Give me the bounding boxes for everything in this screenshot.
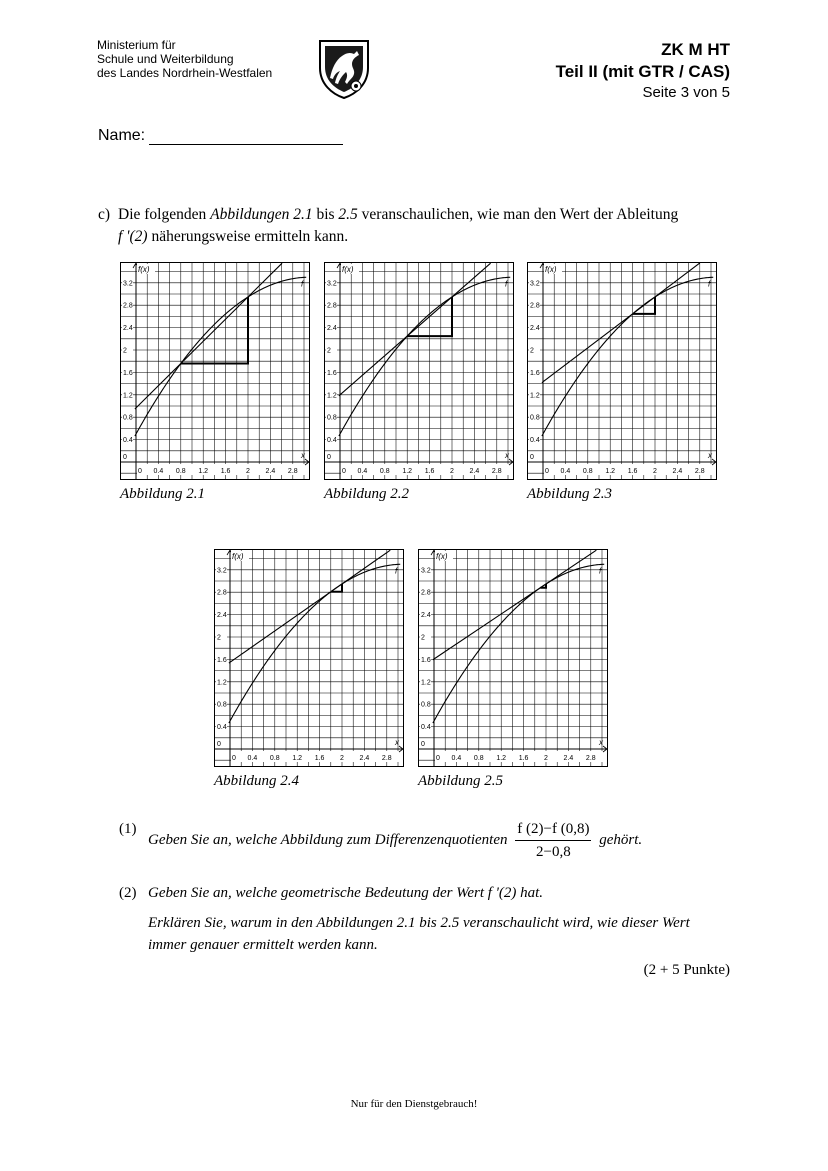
exam-part: Teil II (mit GTR / CAS) [555,62,730,81]
derivative-term: f '(2) [118,228,148,245]
x-axis-label: x [599,738,603,747]
x-tick-label: 2.8 [491,468,502,475]
x-tick-label: 2 [544,755,548,762]
y-tick-label: 2 [530,347,534,355]
y-tick-label: 0.8 [327,414,337,422]
y-tick-label: 2.8 [530,302,540,310]
x-tick-label: 2.8 [287,468,298,475]
y-tick-label: 3.2 [421,567,431,575]
task-text: bis [312,206,339,223]
x-axis-label: x [395,738,399,747]
x-tick-label: 2.4 [469,468,480,475]
y-tick-label: 0 [123,454,127,461]
x-tick-label: 0.4 [451,755,462,762]
y-tick-label: 2.4 [530,325,540,333]
x-tick-label: 2.8 [381,755,392,762]
question-1 [119,818,642,863]
fraction-denominator: 2−0,8 [536,844,571,860]
y-tick-label: 2 [327,347,331,355]
y-tick-label: 0.4 [217,724,227,732]
x-tick-label: 1.2 [605,468,616,475]
x-tick-label: 2.4 [563,755,574,762]
y-tick-label: 0.8 [217,701,227,709]
x-tick-label: 0.8 [175,468,186,475]
x-tick-label: 0.4 [153,468,164,475]
y-tick-label: 3.2 [327,280,337,288]
curve-label: f [505,279,508,289]
ministry-name [97,38,272,80]
y-tick-label: 1.6 [530,369,540,377]
task-c [98,204,734,248]
x-tick-label: 0 [232,755,236,762]
x-axis-label: x [505,451,509,460]
x-tick-label: 2 [246,468,250,475]
exam-code: ZK M HT [661,40,730,59]
y-tick-label: 1.6 [327,369,337,377]
y-tick-label: 3.2 [123,280,133,288]
figure-2-4 [214,549,404,767]
x-tick-label: 2 [340,755,344,762]
name-field [98,127,343,145]
ministry-line: des Landes Nordrhein-Westfalen [97,66,273,80]
figure-caption: Abbildung 2.5 [418,773,503,789]
x-tick-label: 0.4 [247,755,258,762]
y-tick-label: 2.8 [421,589,431,597]
x-tick-label: 2.4 [672,468,683,475]
y-tick-label: 2.8 [123,302,133,310]
y-axis-label: f(x) [342,265,354,274]
x-tick-label: 1.2 [292,755,303,762]
plot-frame [215,550,404,767]
x-tick-label: 2 [653,468,657,475]
x-tick-label: 0 [545,468,549,475]
y-tick-label: 1.6 [123,369,133,377]
y-tick-label: 0.4 [327,437,337,445]
y-tick-label: 2 [421,634,425,642]
x-tick-label: 1.2 [496,755,507,762]
x-tick-label: 1.6 [424,468,435,475]
figure-caption: Abbildung 2.2 [324,486,409,502]
question-number: (1) [119,821,137,837]
y-tick-label: 0 [421,741,425,748]
y-tick-label: 2 [123,347,127,355]
y-axis-label: f(x) [138,265,150,274]
question-text: gehört. [599,831,643,848]
question-text: Erklären Sie, warum in den Abbildungen 2.1 bis 2.5 veranschaulicht wird, wie dieser Wert immer genauer ermittelt werden kann. [148,915,690,953]
y-tick-label: 1.6 [217,656,227,664]
x-tick-label: 2.8 [694,468,705,475]
x-tick-label: 0.4 [560,468,571,475]
x-tick-label: 1.6 [314,755,325,762]
x-tick-label: 0.8 [379,468,390,475]
curve-label: f [708,279,711,289]
figure-reference: 2.5 [338,206,358,223]
x-tick-label: 1.2 [198,468,209,475]
y-tick-label: 0.4 [530,437,540,445]
derivative-term: f '(2) [487,885,517,901]
figure-2-1 [120,262,310,480]
y-tick-label: 1.2 [327,392,337,400]
x-tick-label: 0.8 [473,755,484,762]
name-label: Name: [98,127,146,144]
figure-2-2 [324,262,514,480]
curve-label: f [301,279,304,289]
x-tick-label: 1.6 [220,468,231,475]
y-tick-label: 2.4 [123,325,133,333]
y-tick-label: 1.2 [530,392,540,400]
y-tick-label: 0.8 [421,701,431,709]
x-tick-label: 0.8 [582,468,593,475]
question-text: hat. [520,885,544,901]
y-tick-label: 2.8 [327,302,337,310]
x-tick-label: 0 [342,468,346,475]
x-tick-label: 2.8 [585,755,596,762]
y-tick-label: 0 [217,741,221,748]
x-tick-label: 0.8 [269,755,280,762]
y-tick-label: 2.4 [421,612,431,620]
plot-frame [528,263,717,480]
difference-quotient [515,818,591,863]
x-tick-label: 2 [450,468,454,475]
figure-caption: Abbildung 2.3 [527,486,612,502]
task-text: Die folgenden [118,206,211,223]
ministry-line: Schule und Weiterbildung [97,52,234,66]
question-text: Geben Sie an, welche Abbildung zum Differenzenquotienten [148,831,508,848]
x-tick-label: 1.6 [518,755,529,762]
y-tick-label: 0.4 [421,724,431,732]
task-text: näherungsweise ermitteln kann. [147,228,349,245]
x-axis-label: x [301,451,305,460]
footer-note: Nur für den Dienstgebrauch! [350,1098,478,1110]
name-blank-line[interactable] [149,129,343,145]
x-tick-label: 2.4 [265,468,276,475]
y-tick-label: 1.2 [421,679,431,687]
y-tick-label: 3.2 [530,280,540,288]
y-tick-label: 3.2 [217,567,227,575]
y-axis-label: f(x) [232,552,244,561]
y-tick-label: 2.4 [327,325,337,333]
question-2 [119,882,731,956]
x-tick-label: 1.2 [402,468,413,475]
y-tick-label: 1.6 [421,656,431,664]
question-text: Geben Sie an, welche geometrische Bedeutung der Wert [148,885,485,901]
x-tick-label: 1.6 [627,468,638,475]
y-tick-label: 1.2 [123,392,133,400]
x-axis-label: x [708,451,712,460]
figure-2-5 [418,549,608,767]
y-tick-label: 2 [217,634,221,642]
task-label: c) [98,206,111,223]
figure-2-3 [527,262,717,480]
x-tick-label: 0 [138,468,142,475]
y-tick-label: 1.2 [217,679,227,687]
y-tick-label: 0 [530,454,534,461]
task-text: veranschaulichen, wie man den Wert der Ableitung [357,206,679,223]
figure-reference: Abbildungen 2.1 [210,206,313,223]
y-tick-label: 2.8 [217,589,227,597]
page-info: Seite 3 von 5 [642,84,730,101]
y-tick-label: 0.8 [530,414,540,422]
exam-header [556,39,730,103]
plot-frame [121,263,310,480]
ministry-line: Ministerium für [97,38,176,52]
y-tick-label: 0 [327,454,331,461]
y-tick-label: 0.4 [123,437,133,445]
question-number: (2) [119,885,137,901]
x-tick-label: 2.4 [359,755,370,762]
y-tick-label: 0.8 [123,414,133,422]
curve-label: f [599,566,602,576]
points-label: (2 + 5 Punkte) [643,962,730,978]
y-axis-label: f(x) [545,265,557,274]
plot-frame [419,550,608,767]
y-tick-label: 2.4 [217,612,227,620]
fraction-numerator: f (2)−f (0,8) [515,818,591,841]
y-axis-label: f(x) [436,552,448,561]
figure-caption: Abbildung 2.1 [120,486,205,502]
x-tick-label: 0.4 [357,468,368,475]
nrw-coat-of-arms-icon [316,38,372,100]
curve-label: f [395,566,398,576]
plot-frame [325,263,514,480]
figure-caption: Abbildung 2.4 [214,773,299,789]
x-tick-label: 0 [436,755,440,762]
